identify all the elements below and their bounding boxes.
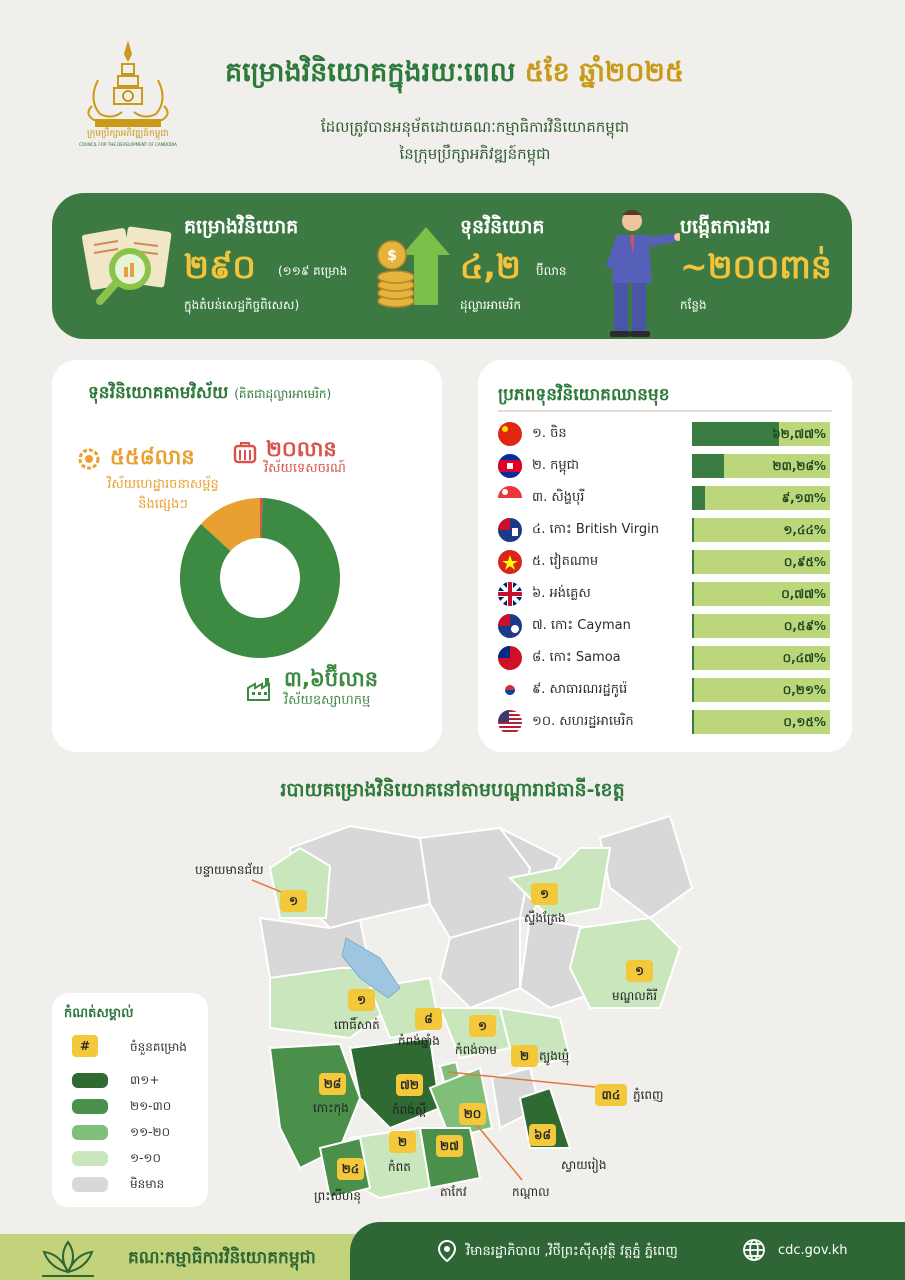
- pin-preah-sihanouk: ២៤: [337, 1158, 364, 1180]
- country-name: ២. កម្ពុជា: [532, 458, 579, 473]
- stat-projects-label: គម្រោងវិនិយោគ: [184, 216, 299, 238]
- legend-swatch: [72, 1099, 108, 1114]
- country-pct-label: ០,៩៥%: [783, 555, 826, 569]
- stat-investment-value: ៤,២: [460, 247, 521, 286]
- pin-svay-rieng: ៦៨: [529, 1124, 556, 1146]
- usa-flag-icon: [498, 710, 522, 734]
- factory-icon: [246, 676, 274, 702]
- country-pct-label: ០,៤៧%: [782, 651, 826, 665]
- country-bar-track: [692, 582, 830, 606]
- samoa-flag-icon: [498, 646, 522, 670]
- country-bar-fill: [692, 678, 694, 702]
- country-row: [498, 710, 838, 734]
- country-bar-fill: [692, 486, 705, 510]
- country-pct-label: ១,៤៤%: [783, 523, 826, 537]
- country-name: ៣. សិង្ហបុរី: [532, 490, 585, 505]
- legend-title: កំណត់សម្គាល់: [64, 1006, 134, 1021]
- sector-card: [52, 360, 442, 752]
- label-svay-rieng: ស្វាយរៀង: [561, 1158, 607, 1172]
- country-pct-label: ០,២១%: [782, 683, 826, 697]
- country-title: ប្រភពទុនវិនិយោគឈានមុខ: [498, 385, 670, 405]
- title-highlight: ៥ខែ ឆ្នាំ២០២៥: [524, 57, 684, 88]
- legend-swatch: [72, 1073, 108, 1088]
- label-takeo: តាកែវ: [440, 1185, 467, 1199]
- country-pct-label: ២៣,២៨%: [772, 459, 826, 473]
- country-bar-fill: [692, 518, 694, 542]
- stats-band: [52, 193, 852, 339]
- country-name: ៦. អង់គ្លេស: [532, 586, 591, 601]
- stat-projects-note2: ក្នុងតំបន់សេដ្ឋកិច្ចពិសេស): [184, 298, 300, 312]
- cdc-logo: [78, 40, 178, 150]
- documents-magnifier-icon: [82, 223, 177, 309]
- location-pin-icon: [438, 1240, 456, 1262]
- country-bar-track: [692, 710, 830, 734]
- label-tboung-khmum: ត្បូងឃ្មុំ: [539, 1049, 570, 1063]
- china-flag-icon: [498, 422, 522, 446]
- title-divider: [498, 410, 832, 412]
- stat-investment-unit: ប៊ីលាន: [536, 264, 567, 278]
- sector-industry-value: ៣,៦ប៊ីលាន: [284, 667, 379, 691]
- tourism-icon: [232, 440, 258, 466]
- country-bar-fill: [692, 646, 694, 670]
- country-row: [498, 646, 838, 670]
- country-row: [498, 678, 838, 702]
- sector-industry-label: វិស័យឧស្សាហកម្ម: [284, 693, 371, 708]
- bvi-flag-icon: [498, 518, 522, 542]
- sector-infra-label1: វិស័យហេដ្ឋារចនាសម្ព័ន្ធ: [107, 477, 219, 492]
- map-title: របាយគម្រោងវិនិយោគនៅតាមបណ្តារាជធានី-ខេត្ត: [280, 779, 625, 801]
- country-bar-track: [692, 486, 830, 510]
- pin-takeo: ២៧: [436, 1135, 463, 1157]
- stat-investment-note: ដុល្លារអាមេរិក: [460, 298, 521, 312]
- country-bar-fill: [692, 614, 694, 638]
- label-stung-treng: ស្ទឹងត្រែង: [524, 911, 566, 925]
- legend-label: ៣១+: [130, 1073, 160, 1087]
- country-bar-track: [692, 550, 830, 574]
- legend-label: មិនមាន: [130, 1177, 165, 1191]
- country-name: ៨. កោះ Samoa: [532, 650, 621, 665]
- country-pct-label: ០,៧៧%: [781, 587, 826, 601]
- stat-projects-note: (១១៩ គម្រោង: [278, 264, 348, 278]
- korea-flag-icon: [498, 678, 522, 702]
- legend-label: ២១-៣០: [130, 1099, 172, 1113]
- country-bar-fill: [692, 582, 694, 606]
- legend-swatch: [72, 1151, 108, 1166]
- logo-text-kh: ក្រុមប្រឹក្សាអភិវឌ្ឍន៍កម្ពុជា: [86, 129, 169, 139]
- pin-koh-kong: ២៨: [319, 1073, 346, 1095]
- legend-label: ១១-២០: [130, 1125, 171, 1139]
- pin-kampot: ២: [389, 1131, 416, 1153]
- label-kampot: កំពត: [388, 1160, 411, 1174]
- label-banteay-meanchey: បន្ទាយមានជ័យ: [195, 863, 264, 877]
- region-ratanakiri: [600, 816, 692, 918]
- sector-infra-label2: និងផ្សេងៗ: [138, 497, 188, 512]
- country-bar-track: [692, 646, 830, 670]
- country-bar-track: [692, 454, 830, 478]
- country-name: ៧. កោះ Cayman: [532, 618, 631, 633]
- country-name: ១០. សហរដ្ឋអាមេរិក: [532, 714, 634, 729]
- country-bar-track: [692, 614, 830, 638]
- stat-jobs-note: កន្លែង: [680, 298, 707, 312]
- country-row: [498, 454, 838, 478]
- stat-jobs-label: បង្កើតការងារ: [680, 216, 771, 238]
- pin-kampong-chhnang: ៨: [415, 1008, 442, 1030]
- sector-donut-chart: [180, 498, 340, 658]
- page-title: [225, 56, 885, 95]
- label-phnom-penh: ភ្នំពេញ: [633, 1088, 664, 1102]
- pin-mondulkiri: ១: [626, 960, 653, 982]
- sector-tourism-value: ២០លាន: [266, 437, 337, 461]
- footer-address: វិមានរដ្ឋាភិបាល ,វិថីព្រះស៊ីសុវត្ថិ វត្តភ្នំ ភ្នំពេញ: [466, 1244, 678, 1259]
- pin-banteay-meanchey: ១: [280, 890, 307, 912]
- country-row: [498, 550, 838, 574]
- label-mondulkiri: មណ្ឌលគិរី: [612, 989, 658, 1003]
- country-name: ៩. សាធារណរដ្ឋកូរ៉េ: [532, 682, 628, 697]
- footer-org-name: គណៈកម្មាធិការវិនិយោគកម្ពុជា: [128, 1248, 316, 1268]
- cambodia-flag-icon: [498, 454, 522, 478]
- subtitle-line-1: ដែលត្រូវបានអនុម័តដោយគណៈកម្មាធិការវិនិយោគកម្ពុជា: [320, 118, 630, 136]
- subtitle-line-2: នៃក្រុមប្រឹក្សាអភិវឌ្ឍន៍កម្ពុជា: [399, 145, 551, 163]
- singapore-flag-icon: [498, 486, 522, 510]
- country-pct-label: ០,៥៩%: [783, 619, 826, 633]
- country-bar-track: [692, 518, 830, 542]
- legend-swatch: [72, 1177, 108, 1192]
- kandal-leader-line: [476, 1124, 522, 1180]
- uk-flag-icon: [498, 582, 522, 606]
- lotus-logo-icon: [36, 1238, 100, 1280]
- label-kampong-chhnang: កំពង់ឆ្នាំង: [398, 1034, 440, 1048]
- country-bar-fill: [692, 422, 779, 446]
- pin-tboung-khmum: ២: [511, 1045, 538, 1067]
- svg-text:$: $: [387, 248, 397, 264]
- pin-pursat: ១: [348, 989, 375, 1011]
- title-main: គម្រោងវិនិយោគក្នុងរយៈពេល: [225, 57, 525, 88]
- country-name: ៥. វៀតណាម: [532, 554, 599, 569]
- country-row: [498, 582, 838, 606]
- country-bar-fill: [692, 550, 694, 574]
- legend-label: ១-១០: [130, 1151, 161, 1165]
- label-preah-sihanouk: ព្រះសីហនុ: [314, 1189, 361, 1203]
- legend-pin-label: ចំនួនគម្រោង: [130, 1040, 187, 1054]
- country-row: [498, 614, 838, 638]
- sector-title-text: ទុនវិនិយោគតាមវិស័យ: [88, 383, 229, 403]
- logo-text-en: COUNCIL FOR THE DEVELOPMENT OF CAMBODIA: [79, 142, 177, 147]
- country-row: [498, 486, 838, 510]
- country-pct-label: ០,១៥%: [783, 715, 826, 729]
- country-name: ៤. កោះ British Virgin: [532, 522, 659, 537]
- country-card: [478, 360, 852, 752]
- country-name: ១. ចិន: [532, 426, 567, 441]
- infrastructure-icon: [76, 446, 102, 472]
- businessman-icon: [600, 207, 680, 339]
- map-legend: [52, 993, 208, 1207]
- coins-arrow-icon: [374, 225, 454, 311]
- pin-kampong-cham: ១: [469, 1015, 496, 1037]
- pin-stung-treng: ១: [531, 883, 558, 905]
- country-pct-label: ៩,១៣%: [781, 491, 826, 505]
- vietnam-flag-icon: [498, 550, 522, 574]
- legend-swatch: [72, 1125, 108, 1140]
- globe-icon: [742, 1238, 766, 1262]
- sector-title-note: (គិតជាដុល្លារអាមេរិក): [234, 387, 332, 401]
- legend-pin-sample: #: [72, 1035, 98, 1057]
- country-row: [498, 422, 838, 446]
- cambodia-map: [230, 808, 700, 1208]
- sector-infra-value: ៥៥៨លាន: [110, 445, 195, 469]
- pin-kandal: ២០: [459, 1103, 486, 1125]
- country-pct-label: ៦២,៧៧%: [772, 427, 826, 441]
- country-bar-track: [692, 678, 830, 702]
- label-kampong-speu: កំពង់ស្ពឺ: [392, 1103, 427, 1117]
- country-bar-fill: [692, 454, 724, 478]
- country-bar-track: [692, 422, 830, 446]
- label-pursat: ពោធិ៍សាត់: [334, 1018, 380, 1032]
- label-kandal: កណ្តាល: [512, 1185, 550, 1199]
- sector-tourism-label: វិស័យទេសចរណ៍: [264, 461, 346, 476]
- country-row: [498, 518, 838, 542]
- pin-kampong-speu: ៧២: [396, 1074, 423, 1096]
- country-bar-fill: [692, 710, 694, 734]
- stat-projects-value: ២៩០: [184, 247, 256, 286]
- pin-phnom-penh: ៣៤: [595, 1084, 627, 1106]
- sector-title: [88, 382, 331, 407]
- stat-investment-label: ទុនវិនិយោគ: [460, 216, 545, 238]
- label-koh-kong: កោះកុង: [313, 1101, 349, 1115]
- stat-jobs-value: ~២០០ពាន់: [680, 247, 832, 286]
- footer-website-link[interactable]: cdc.gov.kh: [778, 1243, 848, 1258]
- label-kampong-cham: កំពង់ចាម: [455, 1043, 497, 1057]
- cayman-flag-icon: [498, 614, 522, 638]
